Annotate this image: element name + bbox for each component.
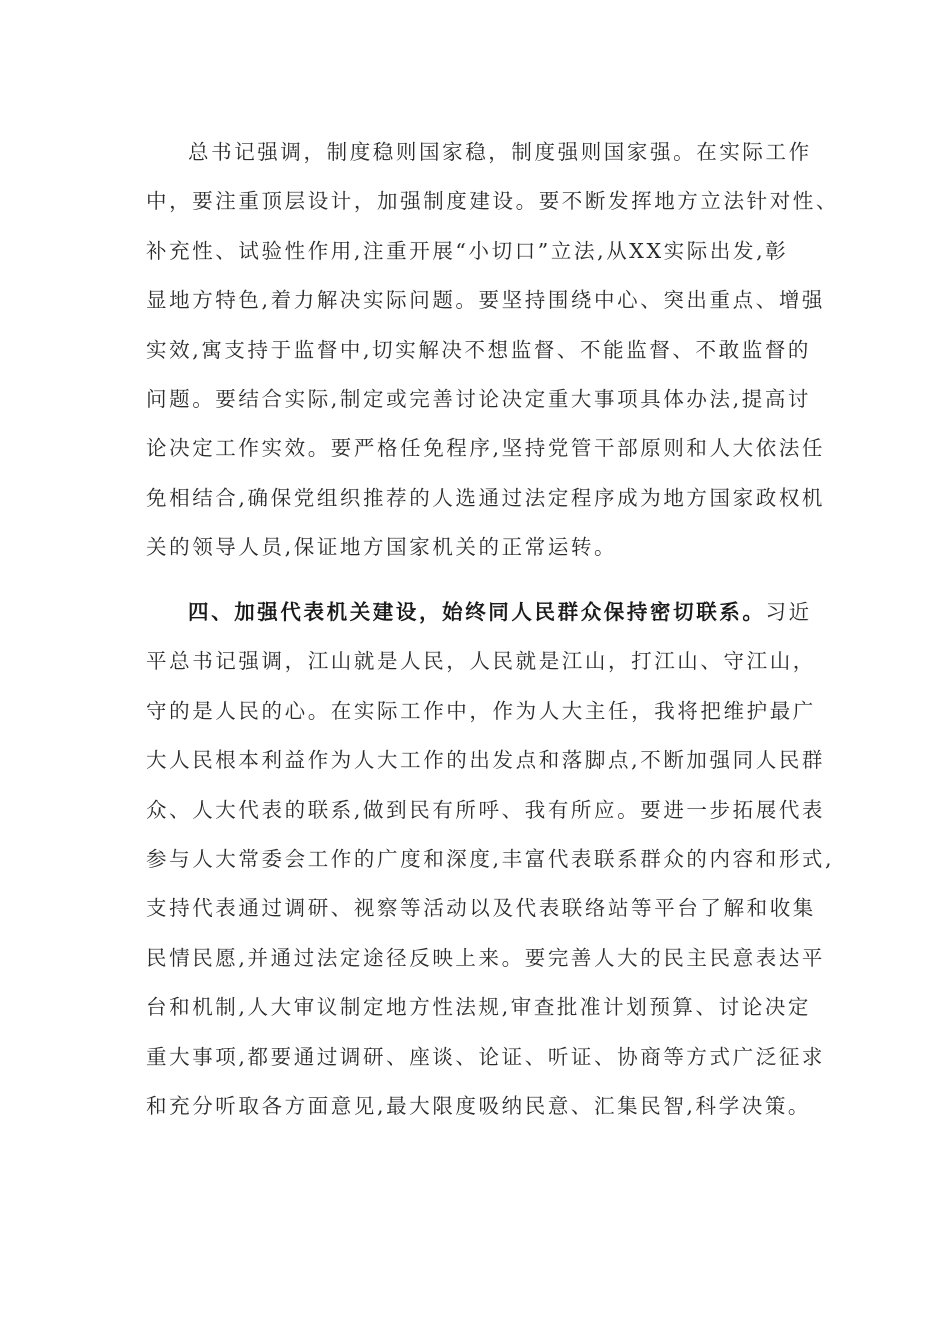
paragraph-line: 关的领导人员,保证地方国家机关的正常运转。 <box>146 535 618 560</box>
paragraph-line: 显地方特色,着力解决实际问题。要坚持围绕中心、突出重点、增强 <box>146 288 826 313</box>
paragraph-first-line <box>146 588 812 637</box>
paragraph-line: 中，要注重顶层设计，加强制度建设。要不断发挥地方立法针对性、 <box>146 189 839 214</box>
paragraph-line: 民情民愿,并通过法定途径反映上来。要完善人大的民主民意表达平 <box>146 945 826 970</box>
paragraph-line: 实效,寓支持于监督中,切实解决不想监督、不能监督、不敢监督的 <box>146 337 812 362</box>
paragraph-line: 补充性、试验性作用,注重开展“小切口”立法,从XX实际出发,彰 <box>146 238 789 263</box>
heading-trailing-text: 习近 <box>765 600 812 624</box>
paragraph-line: 和充分听取各方面意见,最大限度吸纳民意、汇集民智,科学决策。 <box>146 1093 812 1118</box>
paragraph-line: 总书记强调，制度稳则国家稳，制度强则国家强。在实际工作 <box>188 140 812 164</box>
paragraph-line: 守的是人民的心。在实际工作中，作为人大主任，我将把维护最广 <box>146 698 816 723</box>
paragraph-representative-organs <box>146 588 835 1131</box>
paragraph-line: 问题。要结合实际,制定或完善讨论决定重大事项具体办法,提高讨 <box>146 386 812 411</box>
paragraph-line: 重大事项,都要通过调研、座谈、论证、听证、协商等方式广泛征求 <box>146 1044 826 1069</box>
paragraph-institution-building <box>146 128 839 573</box>
section-heading: 四、加强代表机关建设，始终同人民群众保持密切联系。 <box>188 600 766 624</box>
paragraph-line: 免相结合,确保党组织推荐的人选通过法定程序成为地方国家政权机 <box>146 485 826 510</box>
paragraph-line: 支持代表通过调研、视察等活动以及代表联络站等平台了解和收集 <box>146 896 816 921</box>
paragraph-line: 平总书记强调，江山就是人民，人民就是江山，打江山、守江山， <box>146 649 816 674</box>
paragraph-line: 大人民根本利益作为人大工作的出发点和落脚点,不断加强同人民群 <box>146 748 826 773</box>
paragraph-line: 众、人大代表的联系,做到民有所呼、我有所应。要进一步拓展代表 <box>146 797 826 822</box>
paragraph-line: 台和机制,人大审议制定地方性法规,审查批准计划预算、讨论决定 <box>146 995 812 1020</box>
paragraph-line: 论决定工作实效。要严格任免程序,坚持党管干部原则和人大依法任 <box>146 436 826 461</box>
paragraph-line: 参与人大常委会工作的广度和深度,丰富代表联系群众的内容和形式, <box>146 846 835 871</box>
